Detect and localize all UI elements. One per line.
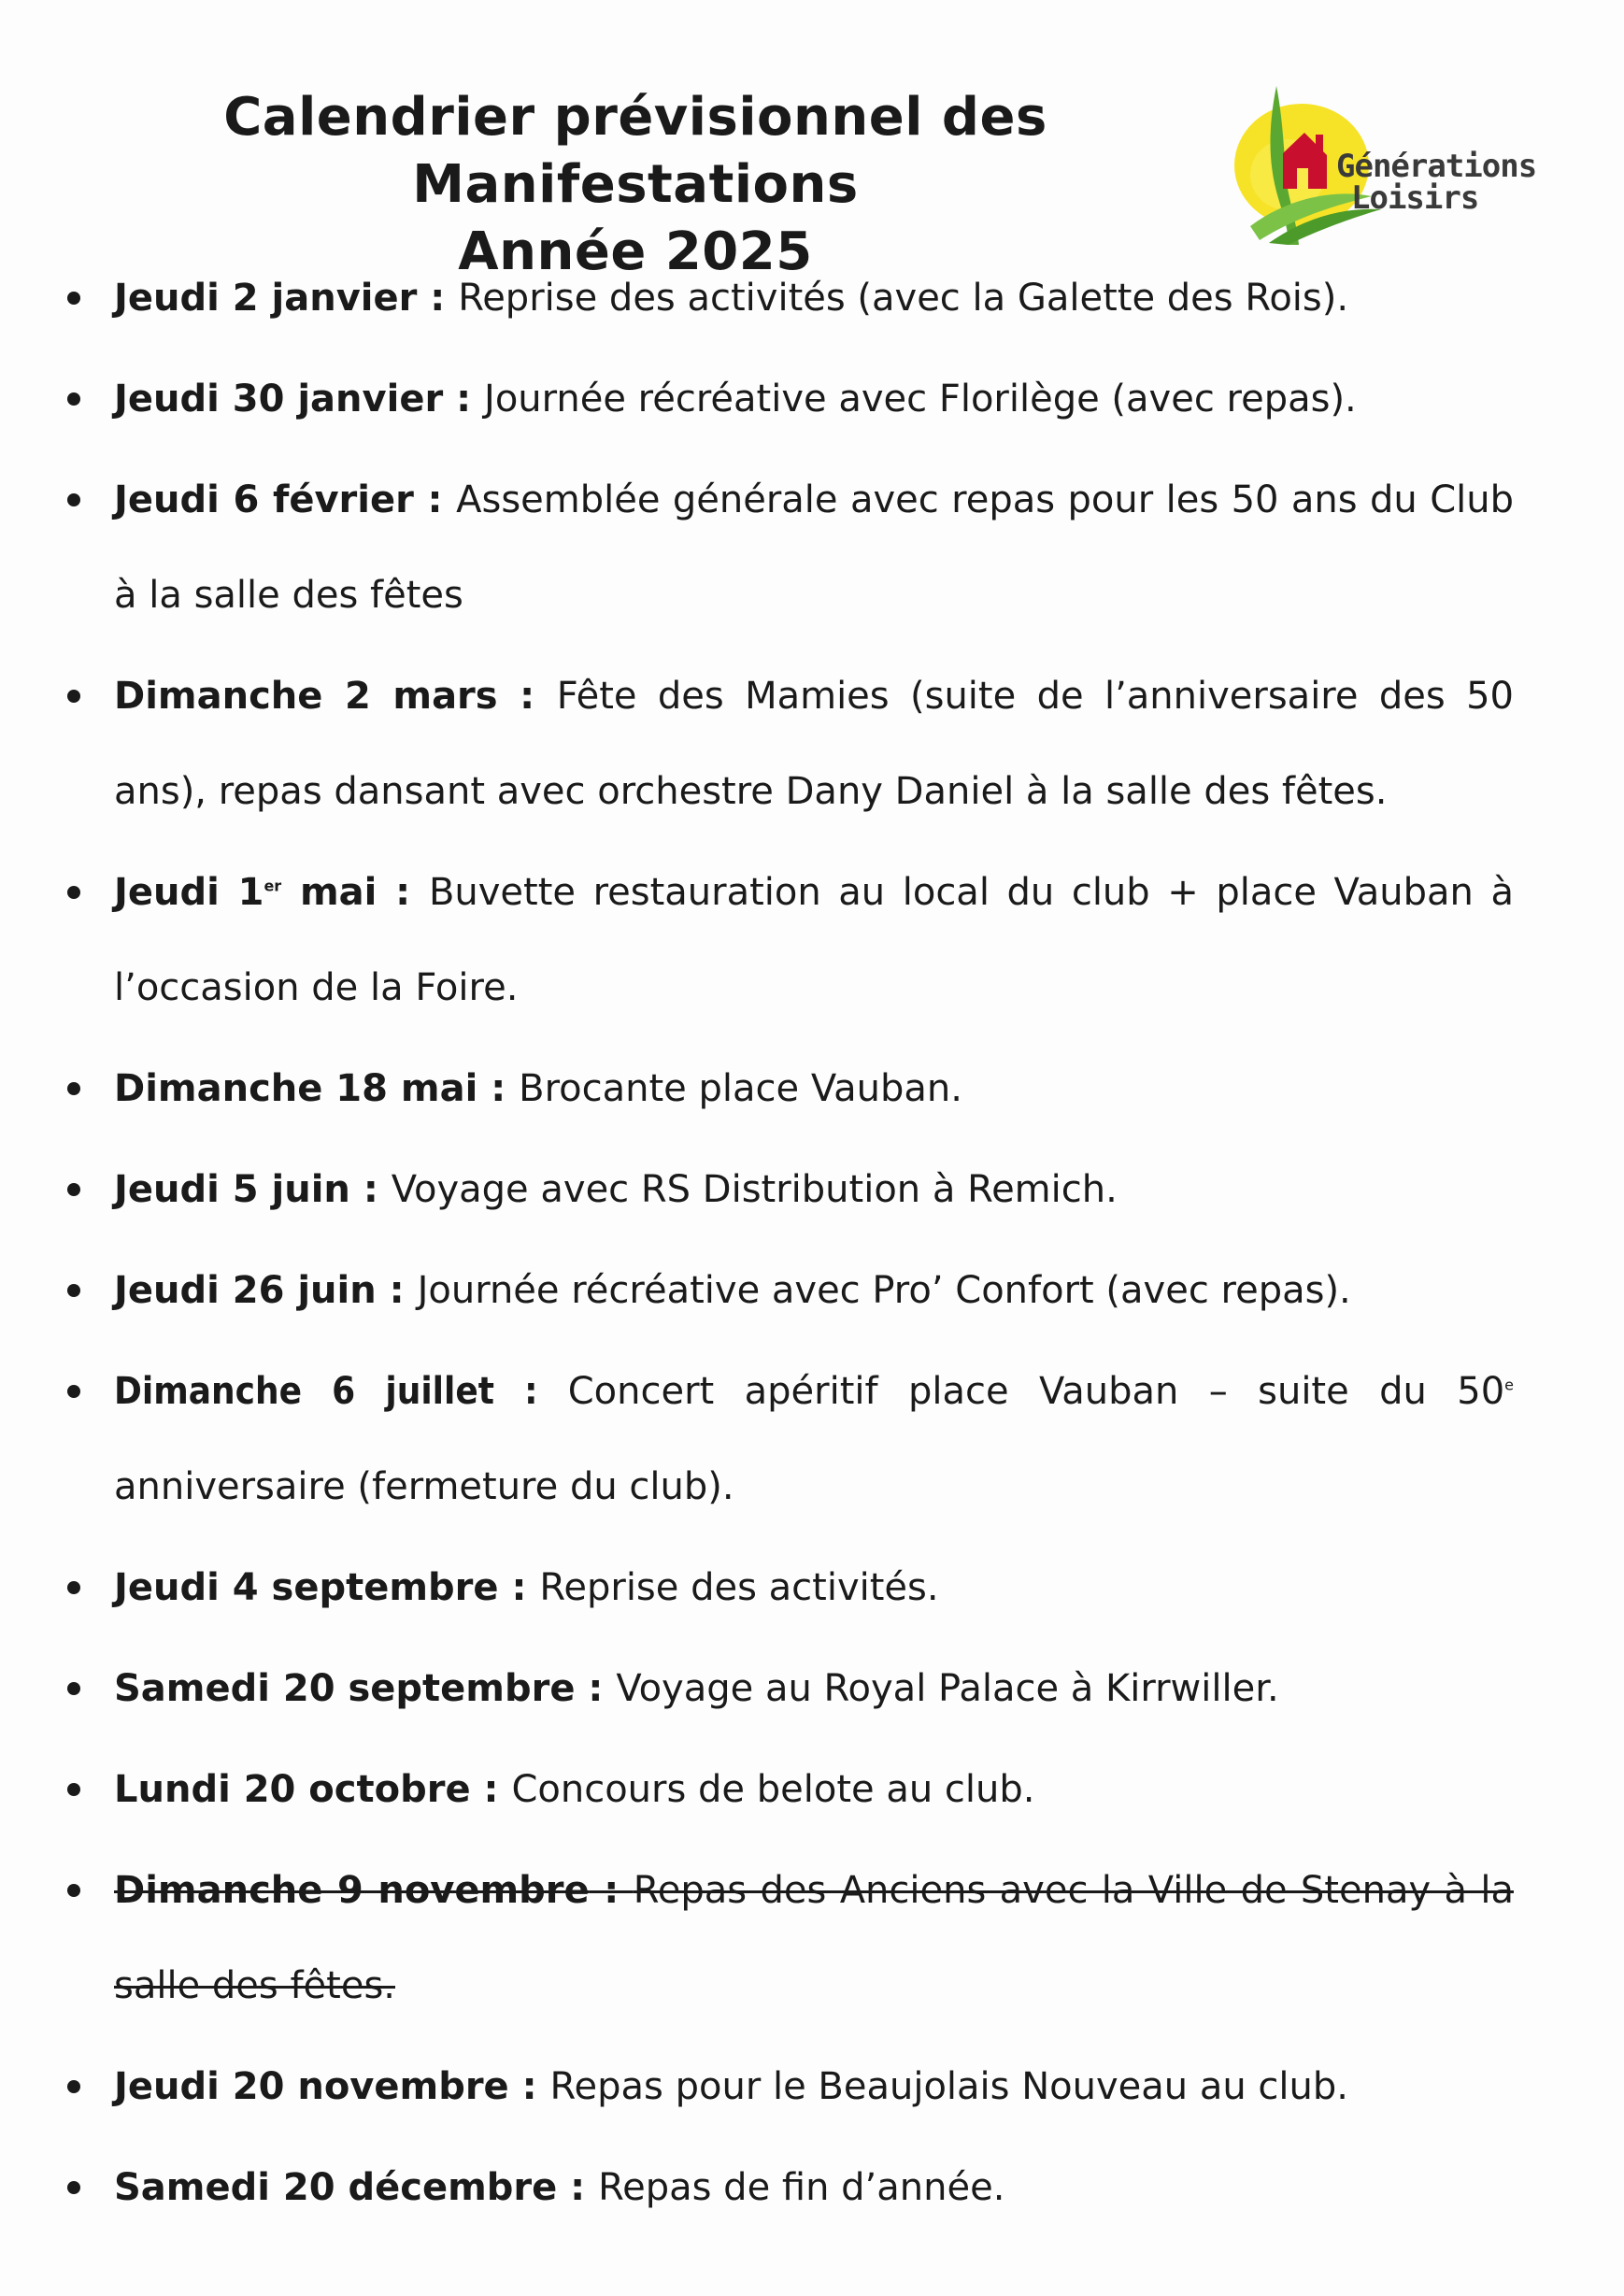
event-date: Samedi 20 septembre: [114, 1667, 576, 1710]
bullet-icon: [67, 2080, 80, 2093]
event-description: Assemblée générale avec repas pour les 50 ans du Club à la salle des fêtes: [114, 478, 1514, 617]
event-description: Reprise des activités (avec la Galette des Rois).: [458, 277, 1349, 320]
bullet-icon: [67, 392, 80, 406]
event-date: Jeudi 5 juin: [114, 1168, 350, 1211]
list-item: Samedi 20 septembre : Voyage au Royal Palace à Kirrwiller.: [56, 1641, 1514, 1736]
list-item: Jeudi 30 janvier : Journée récréative avec Florilège (avec repas).: [56, 351, 1514, 447]
list-item: Jeudi 5 juin : Voyage avec RS Distribution à Remich.: [56, 1142, 1514, 1237]
bullet-icon: [67, 292, 80, 305]
event-date: Jeudi 1er mai: [114, 871, 378, 914]
list-item-struck: Dimanche 9 novembre : Repas des Anciens avec la Ville de Stenay à la salle des fêtes.: [56, 1843, 1514, 2033]
event-description: Journée récréative avec Florilège (avec repas).: [484, 378, 1357, 421]
event-date: Dimanche 9 novembre: [114, 1869, 590, 1912]
bullet-icon: [67, 493, 80, 506]
list-item: Jeudi 6 février : Assemblée générale avec repas pour les 50 ans du Club à la salle des fêtes: [56, 452, 1514, 643]
bullet-icon: [67, 690, 80, 703]
event-description: Repas de fin d’année.: [598, 2166, 1005, 2209]
event-date: Jeudi 6 février: [114, 478, 414, 521]
generations-loisirs-logo: [1232, 86, 1537, 245]
bullet-icon: [67, 1385, 80, 1398]
list-item: Jeudi 2 janvier : Reprise des activités (avec la Galette des Rois).: [56, 250, 1514, 346]
logo-text-loisirs: Loisirs: [1351, 179, 1479, 217]
bullet-icon: [67, 1284, 80, 1297]
bullet-icon: [67, 1581, 80, 1594]
event-date: Jeudi 26 juin: [114, 1269, 377, 1312]
event-date: Dimanche 6 juillet: [114, 1370, 494, 1413]
event-date: Dimanche 2 mars: [114, 675, 498, 718]
event-date: Dimanche 18 mai: [114, 1067, 478, 1110]
event-description: Journée récréative avec Pro’ Confort (avec repas).: [417, 1269, 1351, 1312]
list-item: Dimanche 6 juillet : Concert apéritif place Vauban – suite du 50e anniversaire (fermeture du club).: [56, 1344, 1514, 1534]
event-description: Fête des Mamies (suite de l’anniversaire des 50 ans), repas dansant avec orchestre Dany Daniel à la salle des fêtes.: [114, 675, 1514, 813]
event-date: Samedi 20 décembre: [114, 2166, 558, 2209]
list-item: Jeudi 20 novembre : Repas pour le Beaujolais Nouveau au club.: [56, 2039, 1514, 2134]
bullet-icon: [67, 886, 80, 899]
page-title: Calendrier prévisionnel des Manifestations: [223, 87, 1047, 215]
event-description: Buvette restauration au local du club + place Vauban à l’occasion de la Foire.: [114, 871, 1514, 1009]
event-description: Brocante place Vauban.: [519, 1067, 962, 1110]
bullet-icon: [67, 1183, 80, 1196]
event-list: [56, 250, 1514, 2241]
logo-text-generations: Générations: [1336, 148, 1537, 185]
bullet-icon: [67, 2181, 80, 2194]
event-date: Jeudi 4 septembre: [114, 1566, 499, 1609]
list-item: Jeudi 4 septembre : Reprise des activités.: [56, 1540, 1514, 1635]
event-date: Jeudi 2 janvier: [114, 277, 418, 320]
list-item: Dimanche 2 mars : Fête des Mamies (suite de l’anniversaire des 50 ans), repas dansant avec orchestre Dany Daniel à la salle des fêtes.: [56, 649, 1514, 839]
bullet-icon: [67, 1082, 80, 1095]
list-item: Samedi 20 décembre : Repas de fin d’année.: [56, 2140, 1514, 2235]
event-description: Voyage au Royal Palace à Kirrwiller.: [616, 1667, 1279, 1710]
list-item: Dimanche 18 mai : Brocante place Vauban.: [56, 1041, 1514, 1136]
event-description: Voyage avec RS Distribution à Remich.: [391, 1168, 1118, 1211]
bullet-icon: [67, 1884, 80, 1897]
bullet-icon: [67, 1682, 80, 1695]
page-subtitle-year: Année 2025: [458, 221, 813, 282]
event-description: Repas pour le Beaujolais Nouveau au club.: [549, 2065, 1348, 2108]
event-description: Concours de belote au club.: [511, 1768, 1035, 1811]
event-description: Repas des Anciens avec la Ville de Stenay à la salle des fêtes.: [114, 1869, 1514, 2007]
event-date: Lundi 20 octobre: [114, 1768, 471, 1811]
bullet-icon: [67, 1783, 80, 1796]
event-date: Jeudi 20 novembre: [114, 2065, 509, 2108]
list-item: Jeudi 26 juin : Journée récréative avec Pro’ Confort (avec repas).: [56, 1243, 1514, 1338]
event-description: Concert apéritif place Vauban – suite du 50e anniversaire (fermeture du club).: [114, 1370, 1514, 1508]
list-item: Lundi 20 octobre : Concours de belote au club.: [56, 1742, 1514, 1837]
event-description: Reprise des activités.: [539, 1566, 939, 1609]
list-item: Jeudi 1er mai : Buvette restauration au local du club + place Vauban à l’occasion de la Foire.: [56, 845, 1514, 1035]
event-date: Jeudi 30 janvier: [114, 378, 444, 421]
